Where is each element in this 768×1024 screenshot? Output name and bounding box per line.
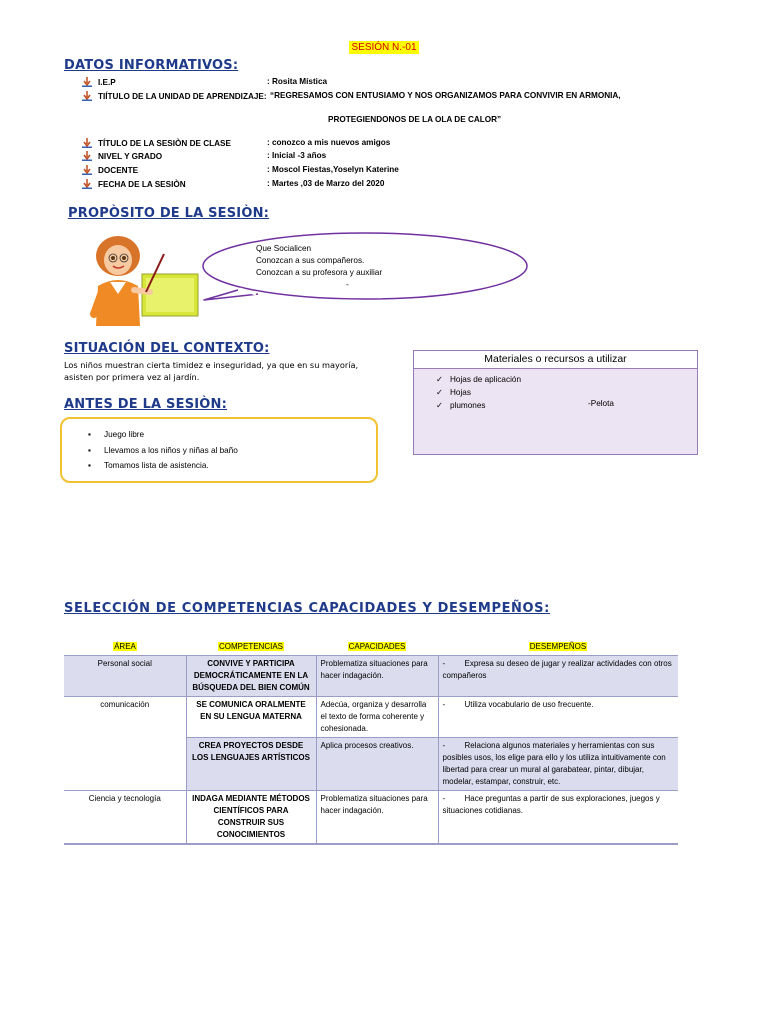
column-header: DESEMPEÑOS <box>529 642 587 651</box>
situacion-heading: SITUACIÓN DEL CONTEXTO: <box>64 341 270 356</box>
cell-competencia: CREA PROYECTOS DESDE LOS LENGUAJES ARTÍSTICOS <box>186 738 316 791</box>
info-row-fecha <box>82 179 186 189</box>
cell-competencia: INDAGA MEDIANTE MÉTODOS CIENTÍFICOS PARA CONSTRUIR SUS CONOCIMIENTOS <box>186 791 316 845</box>
info-value: : Martes ,03 de Marzo del 2020 <box>267 179 385 188</box>
cell-capacidad: Adecúa, organiza y desarrolla el texto de forma coherente y cohesionada. <box>316 697 438 738</box>
table-row <box>64 656 678 697</box>
bullet-icon: ▪ <box>88 445 91 455</box>
info-value: : Rosita Mística <box>267 77 328 86</box>
checkmark-icon: ✓ <box>436 375 443 384</box>
column-header: COMPETENCIAS <box>218 642 283 651</box>
list-item: ▪ Llevamos a los niños y niñas al baño <box>88 443 238 459</box>
info-label: DOCENTE <box>98 165 139 175</box>
info-row-docente <box>82 165 138 175</box>
arrow-bullet-icon <box>82 77 92 87</box>
cell-desempeno: - Utiliza vocabulario de uso frecuente. <box>438 697 678 738</box>
situacion-text: asisten por primera vez al jardín. <box>64 372 200 382</box>
cell-area: Ciencia y tecnología <box>64 791 186 845</box>
arrow-bullet-icon <box>82 165 92 175</box>
list-item: ✓ Hojas <box>436 388 471 397</box>
cell-competencia: SE COMUNICA ORALMENTE EN SU LENGUA MATERNA <box>186 697 316 738</box>
info-row-iep <box>82 77 116 87</box>
info-value: “REGRESAMOS CON ENTUSIAMO Y NOS ORGANIZAMOS PARA CONVIVIR EN ARMONIA, <box>270 91 621 100</box>
arrow-bullet-icon <box>82 151 92 161</box>
checkmark-icon: ✓ <box>436 388 443 397</box>
cell-capacidad: Problematiza situaciones para hacer indagación. <box>316 656 438 697</box>
situacion-text: Los niños muestran cierta timidez e inseguridad, ya que en su mayoría, <box>64 360 359 370</box>
dash-marker: - <box>442 659 446 668</box>
competencias-table <box>64 640 678 845</box>
cell-desempeno: - Relaciona algunos materiales y herramientas con sus posibles usos, los elige para ello y los utiliza intuitivamente con libertad para crear un mural al garabatear, pintar, dibujar, modelar, estampar, construir, etc. <box>438 738 678 791</box>
dash-marker: - <box>442 741 446 750</box>
list-item: ✓ Hojas de aplicación <box>436 375 522 384</box>
column-header: CAPACIDADES <box>348 642 406 651</box>
dash-marker: - <box>442 700 446 709</box>
cell-area: Personal social <box>64 656 186 697</box>
info-value: PROTEGIENDONOS DE LA OLA DE CALOR” <box>328 115 502 124</box>
table-row <box>64 738 678 791</box>
info-label: I.E.P <box>98 77 116 87</box>
materiales-box <box>413 350 698 455</box>
info-row-unidad <box>82 91 267 101</box>
antes-heading: ANTES DE LA SESIÒN: <box>64 397 228 412</box>
dash-marker: - <box>442 794 446 803</box>
info-value: : Moscol Fiestas,Yoselyn Katerine <box>267 165 399 174</box>
materiales-heading: Materiales o recursos a utilizar <box>414 351 697 369</box>
info-value: : Inicial -3 años <box>267 151 327 160</box>
antes-list <box>88 427 238 474</box>
proposito-line: Conozcan a su profesora y auxiliar <box>256 268 383 277</box>
info-label: NIVEL Y GRADO <box>98 151 163 161</box>
arrow-bullet-icon <box>82 179 92 189</box>
table-row <box>64 791 678 845</box>
cell-area: comunicación <box>64 697 186 738</box>
arrow-bullet-icon <box>82 138 92 148</box>
cell-capacidad: Aplica procesos creativos. <box>316 738 438 791</box>
checkmark-icon: ✓ <box>436 401 443 410</box>
proposito-line: - <box>346 280 349 289</box>
cell-desempeno: - Hace preguntas a partir de sus exploraciones, juegos y situaciones cotidianas. <box>438 791 678 845</box>
cell-area <box>64 738 186 791</box>
info-row-sesion <box>82 138 231 148</box>
teacher-illustration <box>84 234 208 328</box>
materiales-extra: -Pelota <box>588 399 614 408</box>
session-title: SESIÓN N.-01 <box>351 42 417 53</box>
info-label: FECHA DE LA SESIÒN <box>98 179 186 189</box>
info-row-nivel <box>82 151 162 161</box>
list-item: ✓ plumones <box>436 401 486 410</box>
cell-capacidad: Problematiza situaciones para hacer indagación. <box>316 791 438 845</box>
arrow-bullet-icon <box>82 91 92 101</box>
list-item: ▪ Juego libre <box>88 427 238 443</box>
info-label: TIÍTULO DE LA UNIDAD DE APRENDIZAJE: <box>98 91 267 101</box>
proposito-line: Conozcan a sus compañeros. <box>256 256 365 265</box>
materiales-list <box>436 373 521 412</box>
seleccion-heading: SELECCIÓN DE COMPETENCIAS CAPACIDADES Y DESEMPEÑOS: <box>64 601 550 616</box>
list-item: ▪ Tomamos lista de asistencia. <box>88 458 238 474</box>
proposito-heading: PROPÒSITO DE LA SESIÒN: <box>68 206 270 221</box>
cell-competencia: CONVIVE Y PARTICIPA DEMOCRÁTICAMENTE EN LA BÚSQUEDA DEL BIEN COMÚN <box>186 656 316 697</box>
info-label: TÍTULO DE LA SESIÒN DE CLASE <box>98 138 231 148</box>
info-value: : conozco a mis nuevos amigos <box>267 138 391 147</box>
bullet-icon: ▪ <box>88 430 91 439</box>
proposito-line: Que Socialicen <box>256 244 312 253</box>
antes-box <box>60 417 378 483</box>
datos-heading: DATOS INFORMATIVOS: <box>64 58 239 73</box>
table-row <box>64 697 678 738</box>
cell-desempeno: - Expresa su deseo de jugar y realizar actividades con otros compañeros <box>438 656 678 697</box>
bullet-icon: ▪ <box>88 461 91 470</box>
column-header: ÁREA <box>114 642 136 651</box>
